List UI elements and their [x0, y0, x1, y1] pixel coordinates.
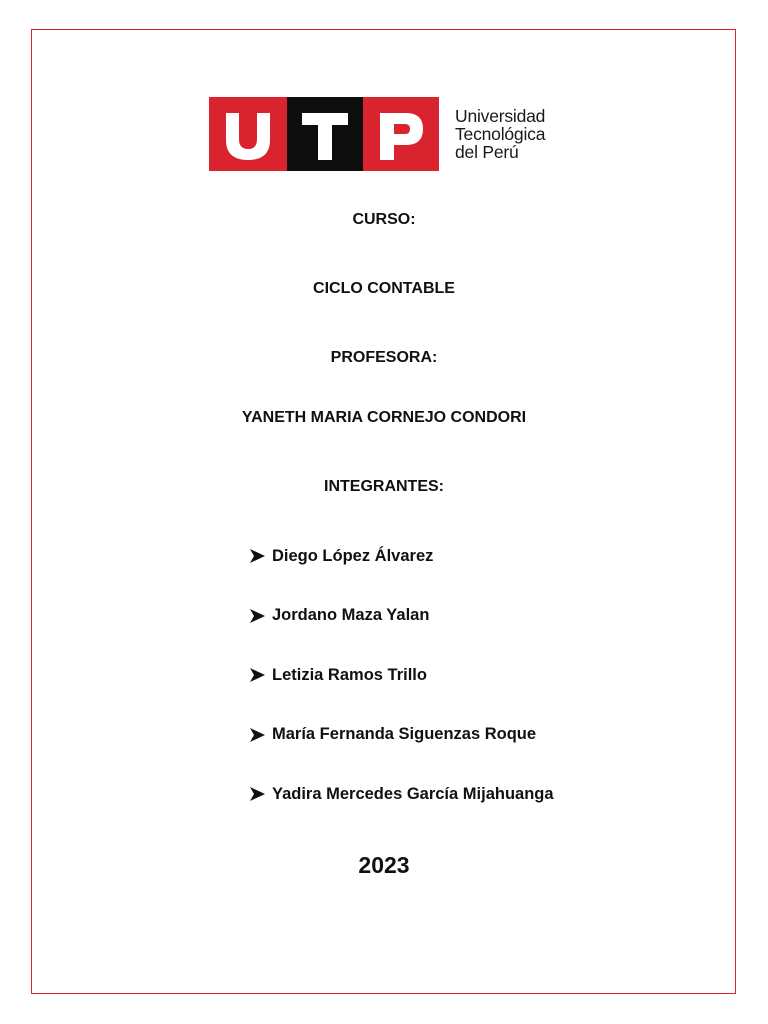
arrow-bullet-icon [248, 607, 272, 625]
arrow-bullet-icon [248, 666, 272, 684]
member-name: Diego López Álvarez [272, 546, 434, 565]
logo-wordmark-line: Tecnológica [455, 124, 546, 144]
arrow-bullet-icon [248, 726, 272, 744]
member-name: Letizia Ramos Trillo [272, 665, 427, 684]
logo-block-p [363, 97, 439, 171]
arrow-bullet-icon [248, 785, 272, 803]
list-item [248, 783, 554, 805]
member-name: María Fernanda Siguenzas Roque [272, 725, 537, 743]
course-name: CICLO CONTABLE [313, 280, 455, 297]
arrow-bullet-icon [248, 547, 272, 565]
course-label: CURSO: [352, 211, 416, 228]
logo-wordmark [455, 107, 545, 161]
utp-logo [209, 97, 559, 171]
members-list [248, 545, 554, 843]
list-item [248, 724, 554, 746]
list-item [248, 545, 554, 567]
members-label: INTEGRANTES: [324, 478, 444, 495]
list-item [248, 664, 554, 686]
professor-label: PROFESORA: [330, 349, 438, 366]
logo-letter-t [287, 97, 363, 171]
logo-block-t [287, 97, 363, 171]
list-item [248, 605, 554, 627]
member-name: Jordano Maza Yalan [272, 606, 430, 624]
logo-letter-p [363, 97, 439, 171]
page-border [31, 29, 736, 994]
logo-letter-u [209, 97, 287, 171]
logo-wordmark-line: del Perú [455, 142, 519, 162]
logo-block-u [209, 97, 287, 171]
professor-name: YANETH MARIA CORNEJO CONDORI [241, 409, 527, 426]
member-name: Yadira Mercedes García Mijahuanga [272, 784, 554, 803]
logo-wordmark-line: Universidad [455, 106, 546, 126]
year-label: 2023 [358, 852, 410, 878]
